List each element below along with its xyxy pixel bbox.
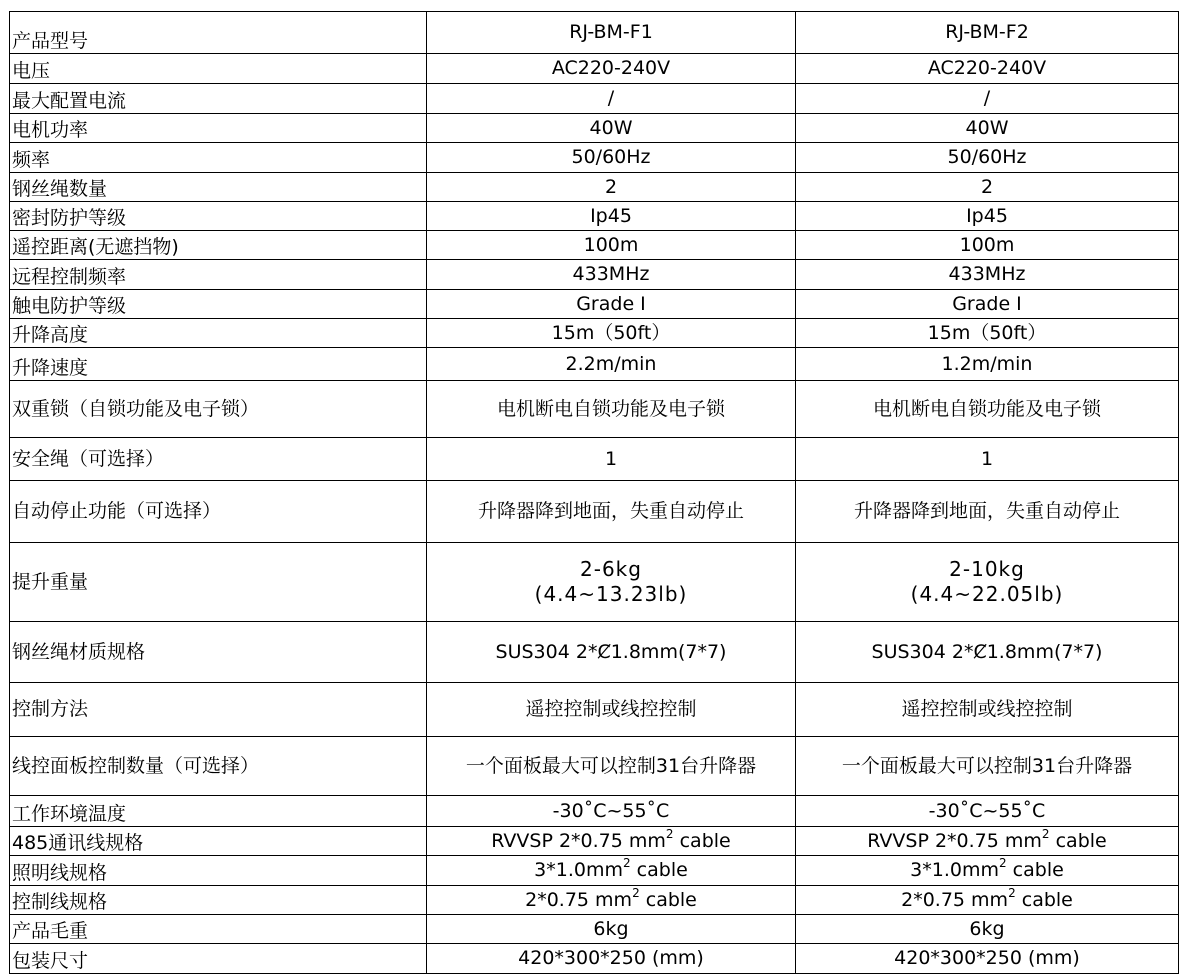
value-f2: AC220-240V	[796, 54, 1179, 84]
value-f2: /	[796, 84, 1179, 114]
value-text: RVVSP 2*0.75 mm	[867, 829, 1042, 852]
value-text: 3*1.0mm	[534, 859, 623, 881]
value-f2: 遥控控制或线控控制	[796, 683, 1179, 737]
table-row	[10, 827, 1179, 856]
table-row	[10, 231, 1179, 260]
table-row	[10, 622, 1179, 683]
row-label: 照明线规格	[10, 856, 427, 886]
row-label: 工作环境温度	[10, 796, 427, 827]
value-text: 3*1.0mm	[910, 859, 999, 881]
table-row	[10, 114, 1179, 143]
value-f2: 15m（50ft）	[796, 319, 1179, 348]
value-f2: SUS304 2*Ȼ1.8mm(7*7)	[796, 622, 1179, 683]
value-f2: 2	[796, 173, 1179, 202]
value-f2	[796, 856, 1179, 886]
header-model-f2: RJ-BM-F2	[796, 12, 1179, 54]
value-f2: 50/60Hz	[796, 143, 1179, 173]
row-label: 产品毛重	[10, 915, 427, 944]
table-row	[10, 543, 1179, 622]
table-row	[10, 944, 1179, 974]
value-f1: 一个面板最大可以控制31台升降器	[427, 737, 796, 796]
table-row	[10, 381, 1179, 438]
value-f1: 420*300*250 (mm)	[427, 944, 796, 974]
value-f1: 50/60Hz	[427, 143, 796, 173]
value-f2	[796, 827, 1179, 856]
table-row	[10, 54, 1179, 84]
value-f2: 40W	[796, 114, 1179, 143]
row-label: 密封防护等级	[10, 202, 427, 231]
value-f1: 433MHz	[427, 260, 796, 290]
row-label: 线控面板控制数量（可选择）	[10, 737, 427, 796]
row-label: 电压	[10, 54, 427, 84]
value-f2-line2: (4.4~22.05lb)	[910, 582, 1064, 606]
row-label: 升降高度	[10, 319, 427, 348]
value-text: 2*0.75 mm	[901, 888, 1009, 911]
superscript: 2	[999, 856, 1007, 870]
value-f2: 1	[796, 438, 1179, 481]
value-f1-line2: (4.4~13.23lb)	[534, 582, 688, 606]
value-f2: 升降器降到地面，失重自动停止	[796, 481, 1179, 543]
value-f2	[796, 543, 1179, 622]
row-label: 控制线规格	[10, 886, 427, 915]
value-f1: AC220-240V	[427, 54, 796, 84]
value-text: RVVSP 2*0.75 mm	[491, 829, 666, 852]
row-label: 自动停止功能（可选择）	[10, 481, 427, 543]
spec-table	[9, 11, 1179, 974]
table-row	[10, 173, 1179, 202]
header-row	[10, 12, 1179, 54]
table-row	[10, 481, 1179, 543]
row-label: 485通讯线规格	[10, 827, 427, 856]
value-f1: Grade I	[427, 290, 796, 319]
table-row	[10, 143, 1179, 173]
value-f1: 电机断电自锁功能及电子锁	[427, 381, 796, 438]
value-f1: 遥控控制或线控控制	[427, 683, 796, 737]
value-f2: 电机断电自锁功能及电子锁	[796, 381, 1179, 438]
row-label: 钢丝绳数量	[10, 173, 427, 202]
value-f2: 100m	[796, 231, 1179, 260]
value-f1: Ip45	[427, 202, 796, 231]
value-f2: 6kg	[796, 915, 1179, 944]
value-f1: 1	[427, 438, 796, 481]
row-label: 双重锁（自锁功能及电子锁）	[10, 381, 427, 438]
table-row	[10, 796, 1179, 827]
row-label: 触电防护等级	[10, 290, 427, 319]
row-label: 包装尺寸	[10, 944, 427, 974]
value-f1: 40W	[427, 114, 796, 143]
value-f2: 420*300*250 (mm)	[796, 944, 1179, 974]
row-label: 频率	[10, 143, 427, 173]
row-label: 遥控距离(无遮挡物)	[10, 231, 427, 260]
value-f1: SUS304 2*Ȼ1.8mm(7*7)	[427, 622, 796, 683]
row-label: 升降速度	[10, 348, 427, 381]
superscript: 2	[1041, 826, 1050, 841]
value-suffix: cable	[639, 888, 697, 911]
value-f1: 6kg	[427, 915, 796, 944]
value-f1	[427, 886, 796, 915]
row-label: 控制方法	[10, 683, 427, 737]
value-f2: Ip45	[796, 202, 1179, 231]
superscript: 2	[665, 826, 674, 841]
value-f1	[427, 543, 796, 622]
value-f1: 升降器降到地面，失重自动停止	[427, 481, 796, 543]
table-row	[10, 683, 1179, 737]
table-row	[10, 202, 1179, 231]
header-label: 产品型号	[10, 12, 427, 54]
value-f1-line1: 2-6kg	[580, 557, 642, 581]
table-row	[10, 348, 1179, 381]
value-text: 2*0.75 mm	[525, 888, 633, 911]
row-label: 电机功率	[10, 114, 427, 143]
value-f1: 2	[427, 173, 796, 202]
value-f2	[796, 886, 1179, 915]
superscript: 2	[623, 856, 631, 870]
superscript: 2	[632, 885, 640, 900]
value-f1	[427, 827, 796, 856]
value-suffix: cable	[1006, 859, 1064, 881]
value-f2: 1.2m/min	[796, 348, 1179, 381]
value-f1: -30˚C~55˚C	[427, 796, 796, 827]
row-label: 提升重量	[10, 543, 427, 622]
value-f1: 100m	[427, 231, 796, 260]
value-f1: /	[427, 84, 796, 114]
table-row	[10, 84, 1179, 114]
value-f2: Grade I	[796, 290, 1179, 319]
value-suffix: cable	[1015, 888, 1073, 911]
value-f1: 2.2m/min	[427, 348, 796, 381]
value-f1: 15m（50ft）	[427, 319, 796, 348]
table-row	[10, 260, 1179, 290]
row-label: 钢丝绳材质规格	[10, 622, 427, 683]
value-f2-line1: 2-10kg	[949, 557, 1025, 581]
table-row	[10, 438, 1179, 481]
table-row	[10, 915, 1179, 944]
row-label: 安全绳（可选择）	[10, 438, 427, 481]
header-model-f1: RJ-BM-F1	[427, 12, 796, 54]
value-f2: -30˚C~55˚C	[796, 796, 1179, 827]
value-f2: 一个面板最大可以控制31台升降器	[796, 737, 1179, 796]
table-row	[10, 290, 1179, 319]
table-row	[10, 737, 1179, 796]
value-suffix: cable	[1049, 829, 1107, 852]
value-suffix: cable	[630, 859, 688, 881]
table-row	[10, 886, 1179, 915]
table-row	[10, 319, 1179, 348]
row-label: 最大配置电流	[10, 84, 427, 114]
value-f2: 433MHz	[796, 260, 1179, 290]
value-f1	[427, 856, 796, 886]
row-label: 远程控制频率	[10, 260, 427, 290]
value-suffix: cable	[673, 829, 731, 852]
superscript: 2	[1008, 885, 1016, 900]
table-row	[10, 856, 1179, 886]
